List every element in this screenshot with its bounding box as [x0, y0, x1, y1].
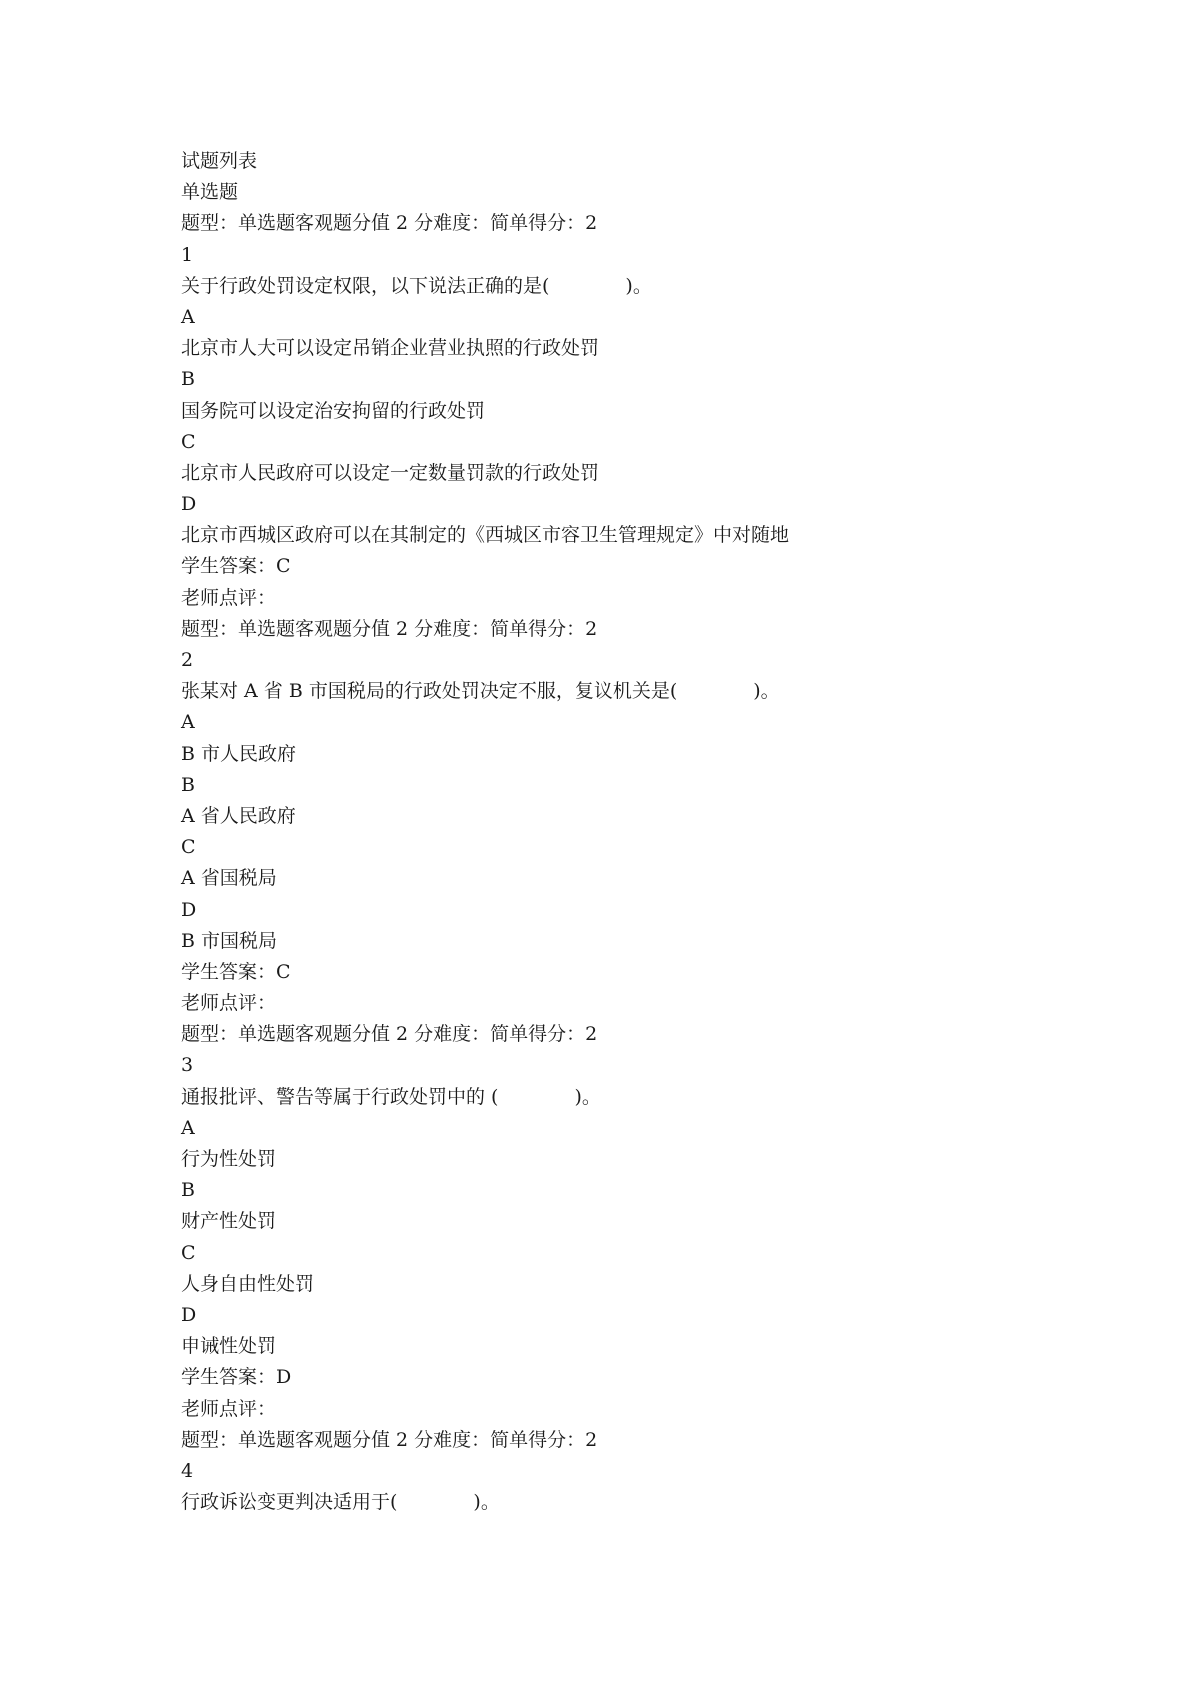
option-text: 人身自由性处罚: [181, 1272, 315, 1295]
option-text: 北京市人大可以设定吊销企业营业执照的行政处罚: [181, 337, 600, 360]
teacher-comment: 老师点评：: [181, 992, 277, 1015]
option-letter: A: [181, 711, 195, 734]
question-stem: 通报批评、警告等属于行政处罚中的 ( )。: [181, 1085, 601, 1108]
option-text: 申诫性处罚: [181, 1335, 277, 1358]
option-letter: B: [181, 773, 195, 796]
student-answer: 学生答案：D: [181, 1366, 292, 1389]
option-text: A 省国税局: [181, 867, 277, 890]
question-block-2: [181, 614, 1081, 1019]
question-block-1: [181, 208, 1081, 613]
option-letter: B: [181, 368, 195, 391]
option-letter: A: [181, 1116, 195, 1139]
question-meta: 题型：单选题客观题分值 2 分难度：简单得分：2: [181, 1023, 598, 1046]
question-stem: 张某对 A 省 B 市国税局的行政处罚决定不服，复议机关是( )。: [181, 680, 780, 703]
option-text: 财产性处罚: [181, 1210, 277, 1233]
question-stem: 关于行政处罚设定权限，以下说法正确的是( )。: [181, 274, 652, 297]
question-number: 3: [181, 1054, 194, 1077]
teacher-comment: 老师点评：: [181, 586, 277, 609]
question-number: 1: [181, 243, 194, 266]
question-block-3: [181, 1019, 1081, 1424]
list-title: 试题列表: [181, 150, 258, 172]
option-letter: D: [181, 898, 197, 921]
document-content: [181, 146, 1081, 1518]
section-title: 单选题: [181, 181, 239, 204]
option-letter: A: [181, 305, 195, 328]
option-letter: C: [181, 430, 196, 453]
question-stem: 行政诉讼变更判决适用于( )。: [181, 1491, 500, 1514]
option-letter: C: [181, 836, 196, 859]
option-text: 北京市西城区政府可以在其制定的《西城区市容卫生管理规定》中对随地: [181, 524, 790, 547]
question-block-4: [181, 1425, 1081, 1519]
option-letter: C: [181, 1241, 196, 1264]
question-meta: 题型：单选题客观题分值 2 分难度：简单得分：2: [181, 212, 598, 235]
question-meta: 题型：单选题客观题分值 2 分难度：简单得分：2: [181, 617, 598, 640]
option-text: B 市国税局: [181, 929, 278, 952]
option-letter: D: [181, 493, 197, 516]
option-text: 国务院可以设定治安拘留的行政处罚: [181, 399, 486, 422]
option-letter: B: [181, 1179, 195, 1202]
question-number: 2: [181, 649, 194, 671]
option-text: A 省人民政府: [181, 804, 296, 827]
student-answer: 学生答案：C: [181, 960, 291, 983]
option-text: 行为性处罚: [181, 1148, 277, 1170]
option-text: 北京市人民政府可以设定一定数量罚款的行政处罚: [181, 461, 600, 484]
question-number: 4: [181, 1459, 194, 1482]
student-answer: 学生答案：C: [181, 555, 291, 578]
option-letter: D: [181, 1303, 197, 1326]
question-meta: 题型：单选题客观题分值 2 分难度：简单得分：2: [181, 1428, 598, 1451]
teacher-comment: 老师点评：: [181, 1397, 277, 1420]
option-text: B 市人民政府: [181, 742, 297, 765]
